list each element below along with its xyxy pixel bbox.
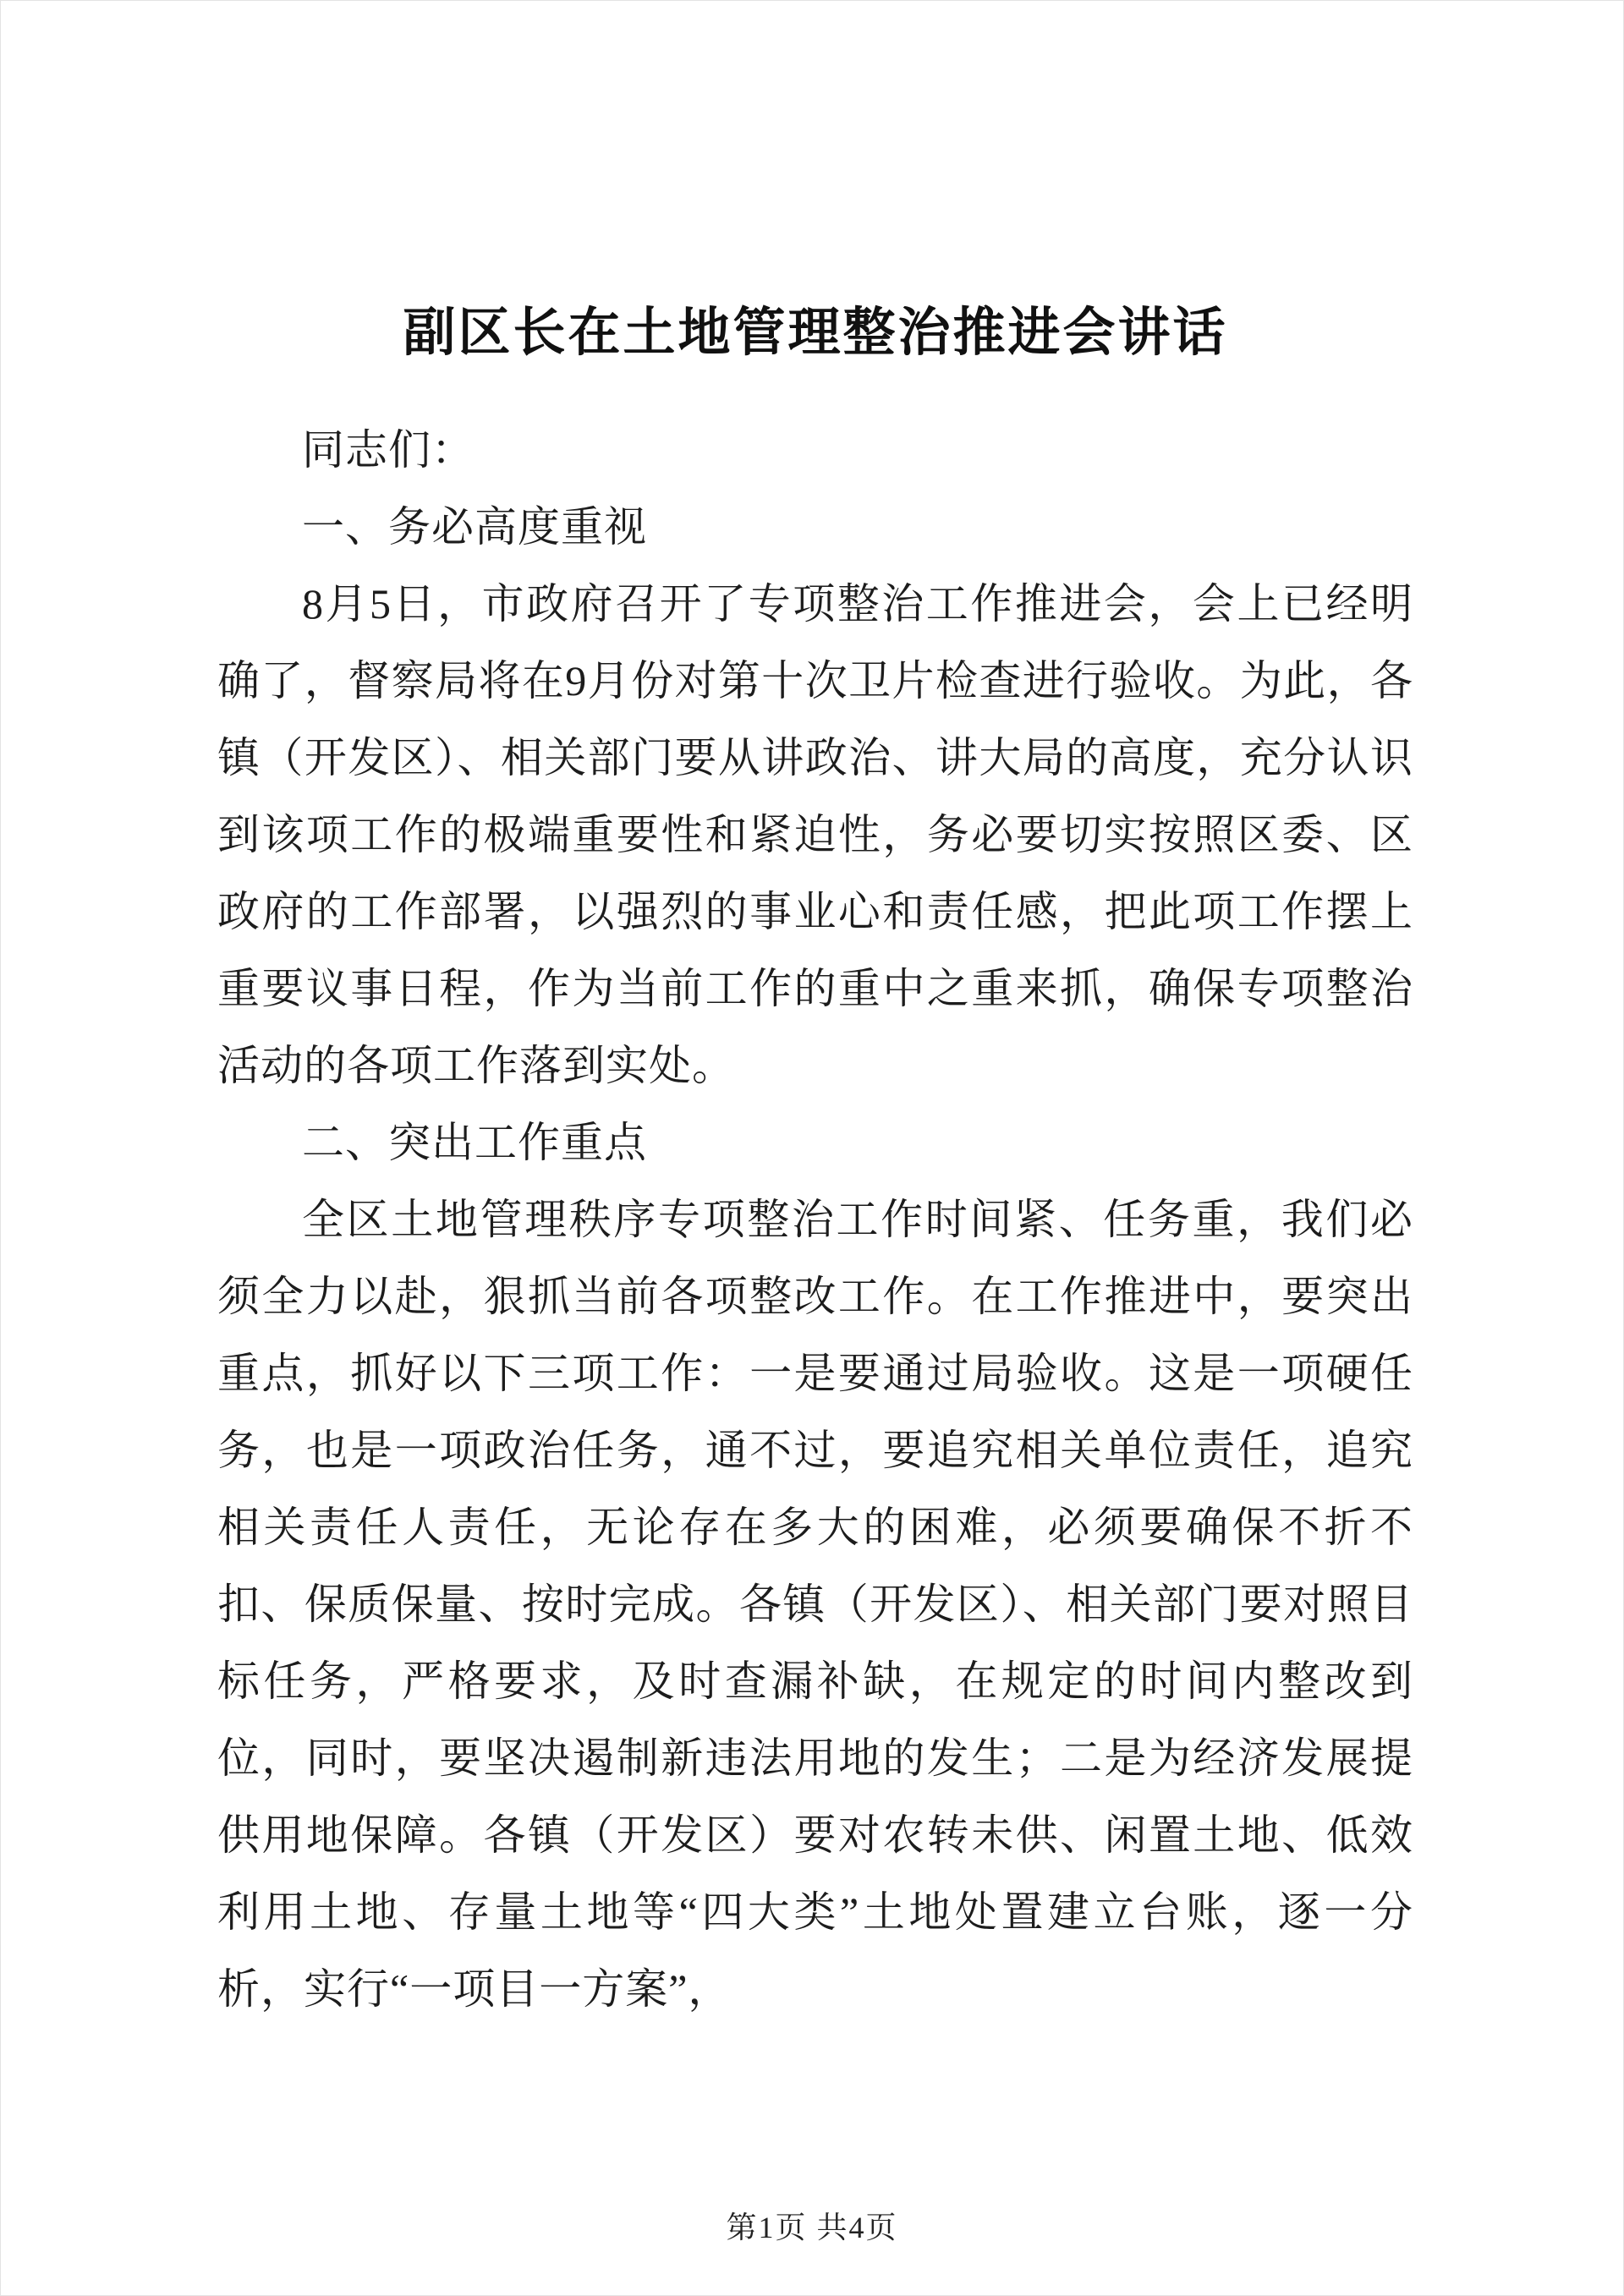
page-footer — [1, 2209, 1623, 2246]
paragraph-section-2-heading: 二、突出工作重点 — [302, 1119, 647, 1166]
paragraph-section-1-heading: 一、务必高度重视 — [302, 503, 647, 551]
paragraph-salutation: 同志们： — [302, 426, 475, 474]
paragraph-section-1-body: 8月5日，市政府召开了专项整治工作推进会，会上已经明确了，督察局将在9月份对第十次卫片检查进行验收。为此，各镇（开发区）、相关部门要从讲政治、讲大局的高度，充分认识到该项工作的极端重要性和紧迫性，务必要切实按照区委、区政府的工作部署，以强烈的事业心和责任感，把此项工作摆上重要议事日程，作为当前工作的重中之重来抓，确保专项整治活动的各项工作落到实处。 — [217, 580, 1413, 1089]
document-title: 副区长在土地管理整治推进会讲话 — [403, 304, 1228, 362]
page-number-text: 第1页 共4页 — [726, 2211, 898, 2244]
paragraph-section-2-body: 全区土地管理秩序专项整治工作时间紧、任务重，我们必须全力以赴，狠抓当前各项整改工作。在工作推进中，要突出重点，抓好以下三项工作：一是要通过局验收。这是一项硬任务，也是一项政治任务，通不过，要追究相关单位责任，追究相关责任人责任，无论存在多大的困难，必须要确保不折不扣、保质保量、按时完成。各镇（开发区）、相关部门要对照目标任务，严格要求，及时查漏补缺，在规定的时间内整改到位，同时，要坚决遏制新违法用地的发生；二是为经济发展提供用地保障。各镇（开发区）要对农转未供、闲置土地、低效利用土地、存量土地等“四大类”土地处置建立台账，逐一分析，实行“一项目一方案”， — [217, 1196, 1413, 2013]
